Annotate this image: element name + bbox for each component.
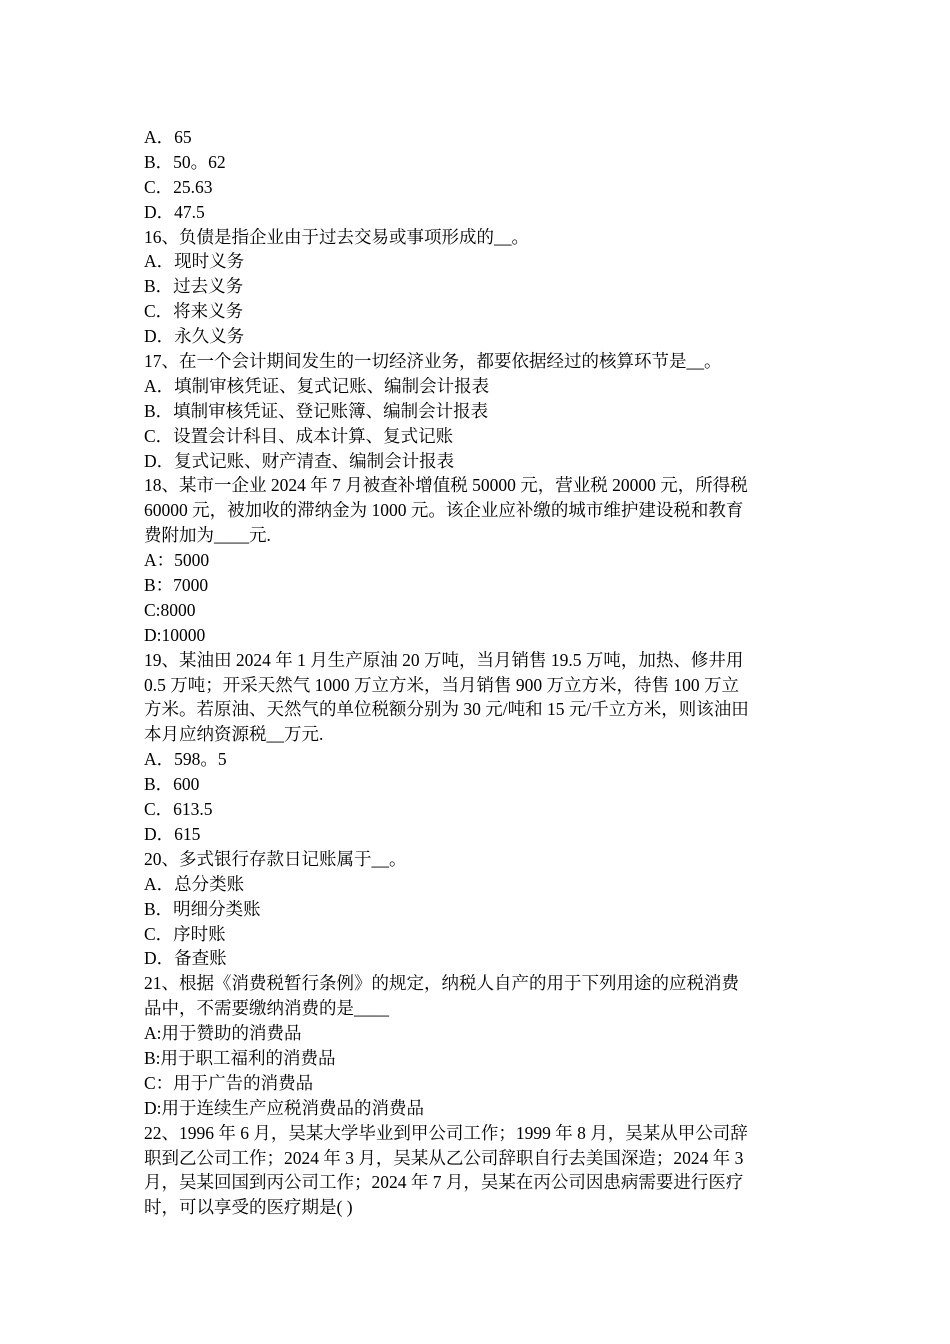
question-text-line: 19、某油田 2024 年 1 月生产原油 20 万吨，当月销售 19.5 万吨，加热、修井用: [144, 649, 744, 670]
question-text-line: 16、负债是指企业由于过去交易或事项形成的__。: [144, 226, 529, 247]
question-text-line: 0.5 万吨；开采天然气 1000 万立方米，当月销售 900 万立方米，待售 100 万立: [144, 674, 739, 695]
answer-option-line: B．填制审核凭证、登记账簿、编制会计报表: [144, 400, 489, 421]
answer-option-line: D．复式记账、财产清查、编制会计报表: [144, 450, 455, 471]
question-text-line: 21、根据《消费税暂行条例》的规定，纳税人自产的用于下列用途的应税消费: [144, 973, 739, 994]
answer-option-line: C．613.5: [144, 799, 213, 820]
answer-option-line: D．615: [144, 823, 201, 844]
answer-option-line: C．将来义务: [144, 301, 244, 322]
answer-option-line: D．永久义务: [144, 326, 245, 347]
question-text-line: 20、多式银行存款日记账属于__。: [144, 848, 407, 869]
question-text-line: 方米。若原油、天然气的单位税额分别为 30 元/吨和 15 元/千立方米，则该油田: [144, 699, 749, 720]
answer-option-line: C:8000: [144, 599, 196, 620]
question-text-line: 22、1996 年 6 月，吴某大学毕业到甲公司工作；1999 年 8 月，吴某从甲公司辞: [144, 1122, 748, 1143]
answer-option-line: C．25.63: [144, 176, 213, 197]
answer-option-line: A．598。5: [144, 749, 227, 770]
question-text-line: 费附加为____元.: [144, 525, 271, 546]
answer-option-line: A．65: [144, 127, 192, 147]
question-text-line: 本月应纳资源税__万元.: [144, 724, 324, 745]
question-text-line: 品中，不需要缴纳消费的是____: [144, 998, 389, 1019]
question-text-line: 17、在一个会计期间发生的一切经济业务，都要依据经过的核算环节是__。: [144, 351, 722, 372]
answer-option-line: B．600: [144, 774, 200, 795]
answer-option-line: C：用于广告的消费品: [144, 1072, 314, 1093]
question-text-line: 60000 元，被加收的滞纳金为 1000 元。该企业应补缴的城市维护建设税和教育: [144, 500, 744, 521]
answer-option-line: B．明细分类账: [144, 898, 261, 919]
answer-option-line: B：7000: [144, 575, 209, 596]
answer-option-line: A：5000: [144, 550, 210, 571]
answer-option-line: A:用于赞助的消费品: [144, 1023, 302, 1044]
answer-option-line: B．50。62: [144, 151, 226, 172]
answer-option-line: C．序时账: [144, 923, 226, 944]
answer-option-line: B:用于职工福利的消费品: [144, 1047, 336, 1068]
answer-option-line: D．47.5: [144, 201, 205, 222]
document-page: [144, 125, 808, 1220]
answer-option-line: D:用于连续生产应税消费品的消费品: [144, 1097, 424, 1118]
question-text-line: 时，可以享受的医疗期是( ): [144, 1197, 353, 1218]
answer-option-line: A．现时义务: [144, 251, 245, 272]
question-text-line: 18、某市一企业 2024 年 7 月被查补增值税 50000 元，营业税 20000 元，所得税: [144, 475, 748, 496]
question-text-line: 职到乙公司工作；2024 年 3 月，吴某从乙公司辞职自行去美国深造；2024 年 3: [144, 1147, 744, 1168]
answer-option-line: A．填制审核凭证、复式记账、编制会计报表: [144, 375, 490, 396]
answer-option-line: B．过去义务: [144, 276, 244, 297]
answer-option-line: D:10000: [144, 624, 206, 645]
answer-option-line: D．备查账: [144, 948, 227, 969]
answer-option-line: A．总分类账: [144, 873, 245, 894]
question-text-line: 月，吴某回国到丙公司工作；2024 年 7 月，吴某在丙公司因患病需要进行医疗: [144, 1172, 744, 1193]
answer-option-line: C．设置会计科目、成本计算、复式记账: [144, 425, 454, 446]
